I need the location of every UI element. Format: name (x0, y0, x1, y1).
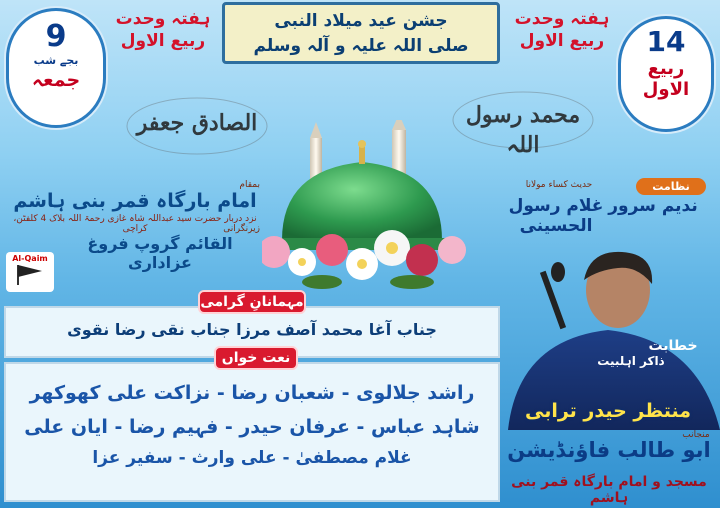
nizamat-label: نظامت (636, 178, 706, 195)
venue-address: نزد دربار حضرت سید عبداللہ شاہ غازی رحمۃ اللہ بلاک 4 کلفٹن، کراچی (13, 214, 257, 234)
alqaim-flag-icon (10, 263, 50, 287)
date-day: 14 (646, 25, 686, 58)
venue-name: امام بارگاہ قمر بنی ہاشم (13, 190, 257, 212)
naat-line3: غلام مصطفیٰ - علی وارث - سفیر عزا (92, 448, 412, 468)
organizer-name: ابو طالب فاؤنڈیشن (507, 438, 711, 462)
khitabat-label: خطابت (648, 338, 698, 354)
calligraphy-left-text: الصادق جعفر (136, 110, 258, 136)
green-dome-icon (262, 120, 472, 295)
guests-heading: مہمانانِ گرامی (198, 290, 306, 314)
hadith-label: حدیث کساء مولانا (525, 180, 593, 190)
time-day: جمعہ (31, 69, 81, 91)
organizer-label: منجانب (682, 430, 710, 440)
venue-prefix: بمقام (239, 180, 260, 190)
left-week-heading (108, 8, 218, 52)
event-title-line2: صلی اللہ علیہ و آلہ وسلم (253, 36, 469, 56)
green-dome-illustration (262, 120, 472, 295)
khitabat-sub: ذاکر اہلبیت (597, 354, 665, 368)
naat-line1: راشد جلالوی - شعبان رضا - نزاکت علی کھوکھر (29, 382, 475, 404)
alqaim-logo-text: Al-Qaim (12, 254, 48, 263)
alqaim-logo (6, 252, 54, 292)
right-heading-line2: ربیع الاول (519, 31, 605, 51)
guidance-block (60, 224, 260, 272)
calligraphy-right-text: محمد رسول اللہ (465, 102, 581, 158)
naat-heading: نعت خواں (214, 346, 298, 370)
date-month-word: ربیع (647, 58, 685, 79)
guidance-prefix: زیرنگرانی (223, 224, 260, 234)
naat-panel (4, 362, 500, 502)
event-title-box (222, 2, 500, 64)
date-circle (618, 16, 714, 132)
event-title-line1: جشن عید میلاد النبی (274, 11, 448, 31)
right-week-heading (506, 8, 618, 52)
calligraphy-left (122, 92, 272, 162)
time-suffix: بجے شب (33, 54, 79, 67)
nizamat-name: ندیم سرور (608, 196, 698, 216)
date-month-word2: الاول (642, 79, 690, 100)
organizer-place: مسجد و امام بارگاہ قمر بنی ہاشم (511, 474, 707, 506)
hadith-name: غلام رسول الحسینی (508, 196, 604, 236)
naat-line2: شاہد عباس - عرفان حیدر - فہیم رضا - ایان علی (24, 416, 480, 438)
left-heading-line1: ہفتہ وحدت (115, 9, 211, 29)
guidance-name: القائم گروپ فروغ عزاداری (87, 234, 233, 272)
time-hour: 9 (45, 19, 67, 54)
nizamat-label-wrap (636, 178, 706, 195)
time-circle (6, 8, 106, 128)
left-heading-line2: ربیع الاول (120, 31, 206, 51)
khitabat-name: منتظر حیدر ترابی (524, 400, 692, 422)
right-heading-line1: ہفتہ وحدت (514, 9, 610, 29)
guests-line: جناب آغا محمد آصف مرزا جناب نقی رضا نقوی (67, 320, 437, 339)
